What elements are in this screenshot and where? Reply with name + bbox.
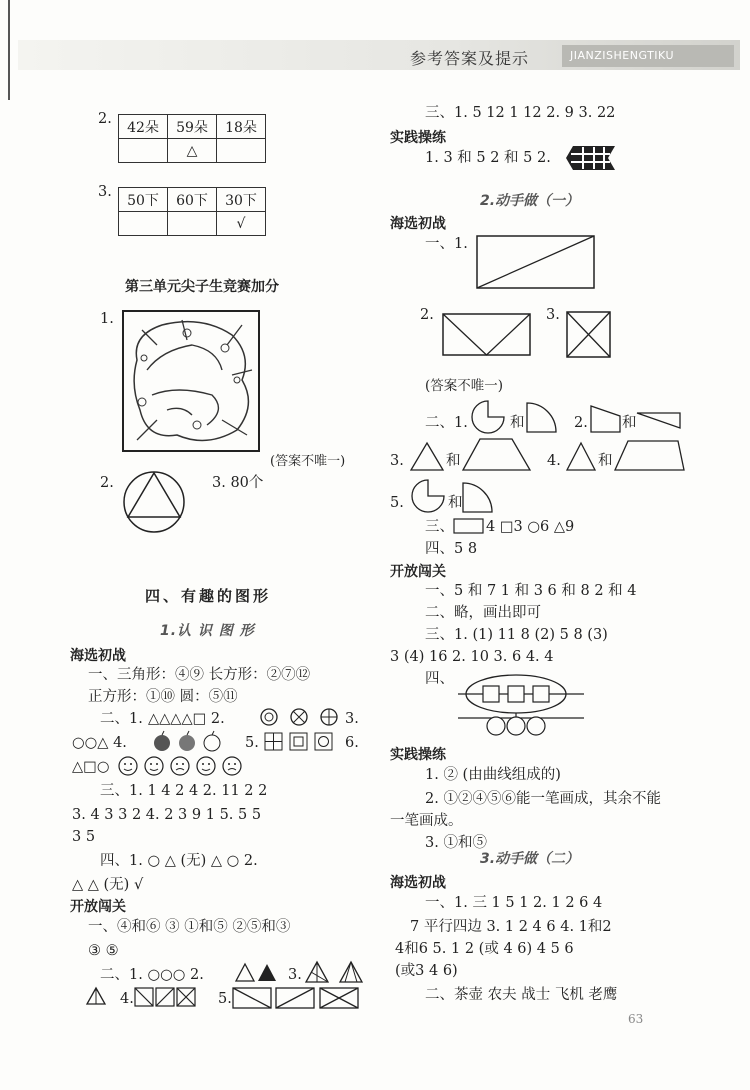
trapezoid-figure-2	[614, 440, 686, 472]
section-haixuan-2: 海选初战	[390, 216, 446, 232]
left-line-14a: 4.	[120, 991, 134, 1007]
right-line-21: 7 平行四边 3. 1 2 4 6 4. 1和2	[410, 919, 612, 935]
q2-cell: 18朵	[217, 115, 266, 139]
right-line-13: 三、1. (1) 11 8 (2) 5 8 (3)	[425, 627, 608, 643]
left-line-10: △ △ (无) √	[72, 877, 144, 893]
left-line-2: 正方形：①⑩ 圆：⑤⑪	[88, 689, 238, 705]
left-line-1: 一、三角形：④⑨ 长方形：②⑦⑫	[88, 667, 311, 683]
left-line-4a: ○○△ 4.	[72, 735, 127, 751]
triangle-figure-2	[566, 442, 596, 472]
divided-triangles-icon	[305, 960, 365, 984]
left-line-9: 四、1. ○ △ (无) △ ○ 2.	[100, 853, 258, 869]
q-circle-number: 2.	[100, 475, 114, 491]
q2-cell	[217, 139, 266, 163]
lesson2-title: 2.动手做（一）	[480, 193, 580, 209]
small-triangle-icon	[86, 986, 106, 1006]
right-line-20: 一、1. 三 1 5 1 2. 1 2 6 4	[425, 895, 603, 911]
square-symbols-icon	[264, 732, 334, 752]
right-line-7d: 和	[598, 453, 613, 469]
right-line-12: 二、略，画出即可	[425, 605, 541, 621]
right-line-7c: 4.	[547, 453, 561, 469]
unit3-title: 第三单元尖子生竞赛加分	[125, 279, 279, 295]
q2-number: 2.	[98, 111, 112, 127]
q3-mark: √	[217, 212, 266, 236]
right-line-16: 1. ② (由曲线组成的)	[425, 767, 561, 783]
q3-cell: 60下	[168, 188, 217, 212]
q2-mark: △	[168, 139, 217, 163]
right-line-7a: 3.	[390, 453, 404, 469]
circle-cut-figure-2	[410, 478, 448, 514]
right-line-24: 二、茶壶 农夫 战士 飞机 老鹰	[425, 987, 618, 1003]
section-haixuan-3: 海选初战	[390, 875, 446, 891]
q3-number: 3.	[98, 184, 112, 200]
q2-cell	[119, 139, 168, 163]
right-line-10: 四、5 8	[425, 541, 478, 557]
right-line-3: 一、1.	[425, 236, 468, 252]
right-line-4a: 2.	[420, 307, 434, 323]
left-line-13a: 二、1. ○○○ 2.	[100, 967, 204, 983]
circle-triangle-figure	[122, 470, 186, 534]
left-line-8: 3 5	[72, 829, 96, 845]
lesson3-title: 3.动手做（二）	[480, 851, 580, 867]
triangle-pair-icon	[235, 962, 277, 984]
quarter-circle-figure	[526, 402, 558, 434]
right-line-18: 一笔画成。	[390, 813, 463, 829]
square-x-figure	[566, 311, 612, 359]
q2-table	[118, 114, 266, 163]
left-line-4b: 5.	[245, 735, 259, 751]
section-haixuan: 海选初战	[70, 648, 126, 664]
right-line-6c: 2.	[574, 415, 588, 431]
trapezoid-figure	[462, 438, 532, 472]
ellipse-diagram-figure	[456, 668, 586, 742]
right-line-17: 2. ①②④⑤⑥能一笔画成，其余不能	[425, 791, 661, 807]
q3-cell	[119, 212, 168, 236]
page-number: 63	[628, 1012, 644, 1026]
quarter-circle-figure-2	[462, 482, 494, 514]
rectangle-v-figure	[442, 313, 532, 357]
left-line-7: 3. 4 3 3 2 4. 2 3 9 1 5. 5 5	[72, 807, 262, 823]
sliver-triangle-figure	[636, 412, 682, 430]
left-line-4c: 6.	[345, 735, 359, 751]
right-line-6b: 和	[510, 415, 525, 431]
section-shijian-2: 实践操练	[390, 747, 446, 763]
section-kaifang-2: 开放闯关	[390, 564, 446, 580]
right-line-9b: 4 □3 ○6 △9	[486, 519, 575, 535]
binding-line	[8, 0, 10, 100]
q3-table	[118, 187, 266, 236]
q3-cell	[168, 212, 217, 236]
maze-note: (答案不唯一)	[270, 454, 346, 469]
maze-figure	[122, 310, 262, 455]
right-line-1: 三、1. 5 12 1 12 2. 9 3. 22	[425, 105, 616, 121]
q2-cell: 42朵	[119, 115, 168, 139]
left-line-11: 一、④和⑥ ③ ①和⑤ ②⑤和③	[88, 919, 291, 935]
crossed-squares-icon	[134, 986, 214, 1008]
right-line-8b: 和	[448, 495, 463, 511]
left-line-3b: △△△△□ 2.	[148, 711, 225, 727]
right-line-8a: 5.	[390, 495, 404, 511]
maze-number: 1.	[100, 311, 114, 327]
left-line-13b: 3.	[288, 967, 302, 983]
circle-symbols-icon	[260, 707, 338, 727]
q2-cell: 59朵	[168, 115, 217, 139]
right-line-14: 3 (4) 16 2. 10 3. 6 4. 4	[390, 649, 554, 665]
triangle-figure	[410, 442, 444, 472]
left-line-5a: △□○	[72, 759, 110, 775]
header-code: JIANZISHENGTIKU	[562, 45, 734, 67]
trapezoid-piece-figure	[590, 402, 622, 434]
fruit-icons	[152, 731, 232, 753]
right-line-19: 3. ①和⑤	[425, 835, 487, 851]
right-line-2: 1. 3 和 5 2 和 5 2.	[425, 150, 551, 166]
fence-figure	[565, 144, 617, 172]
right-line-15: 四、	[425, 671, 454, 687]
right-line-9: 三、	[425, 519, 454, 535]
right-line-5: (答案不唯一)	[425, 378, 504, 394]
right-line-6a: 二、1.	[425, 415, 468, 431]
left-line-3c: 3.	[345, 711, 359, 727]
q-circle-answer3: 3. 80个	[212, 475, 264, 491]
left-line-3a: 二、1.	[100, 711, 143, 727]
rectangle-diagonal-figure	[476, 235, 596, 291]
face-icons	[118, 755, 248, 777]
q3-cell: 30下	[217, 188, 266, 212]
crossed-rectangles-icon	[232, 986, 362, 1010]
right-line-6d: 和	[622, 415, 637, 431]
right-line-11: 一、5 和 7 1 和 3 6 和 8 2 和 4	[425, 583, 637, 599]
q3-cell: 50下	[119, 188, 168, 212]
left-line-12: ③ ⑤	[88, 943, 119, 959]
header-title: 参考答案及提示	[410, 49, 530, 68]
left-line-6: 三、1. 1 4 2 4 2. 11 2 2	[100, 783, 268, 799]
section-kaifang: 开放闯关	[70, 899, 126, 915]
right-line-4b: 3.	[546, 307, 560, 323]
chapter-title: 四、有趣的图形	[145, 587, 272, 605]
right-line-22: 4和6 5. 1 2 (或 4 6) 4 5 6	[395, 941, 574, 957]
lesson1-title: 1.认 识 图 形	[160, 623, 255, 639]
right-line-7b: 和	[446, 453, 461, 469]
left-line-14b: 5.	[218, 991, 232, 1007]
circle-cut-figure	[470, 400, 508, 434]
rectangle-icon	[453, 518, 485, 534]
right-line-23: (或3 4 6)	[395, 963, 458, 979]
section-shijian: 实践操练	[390, 130, 446, 146]
